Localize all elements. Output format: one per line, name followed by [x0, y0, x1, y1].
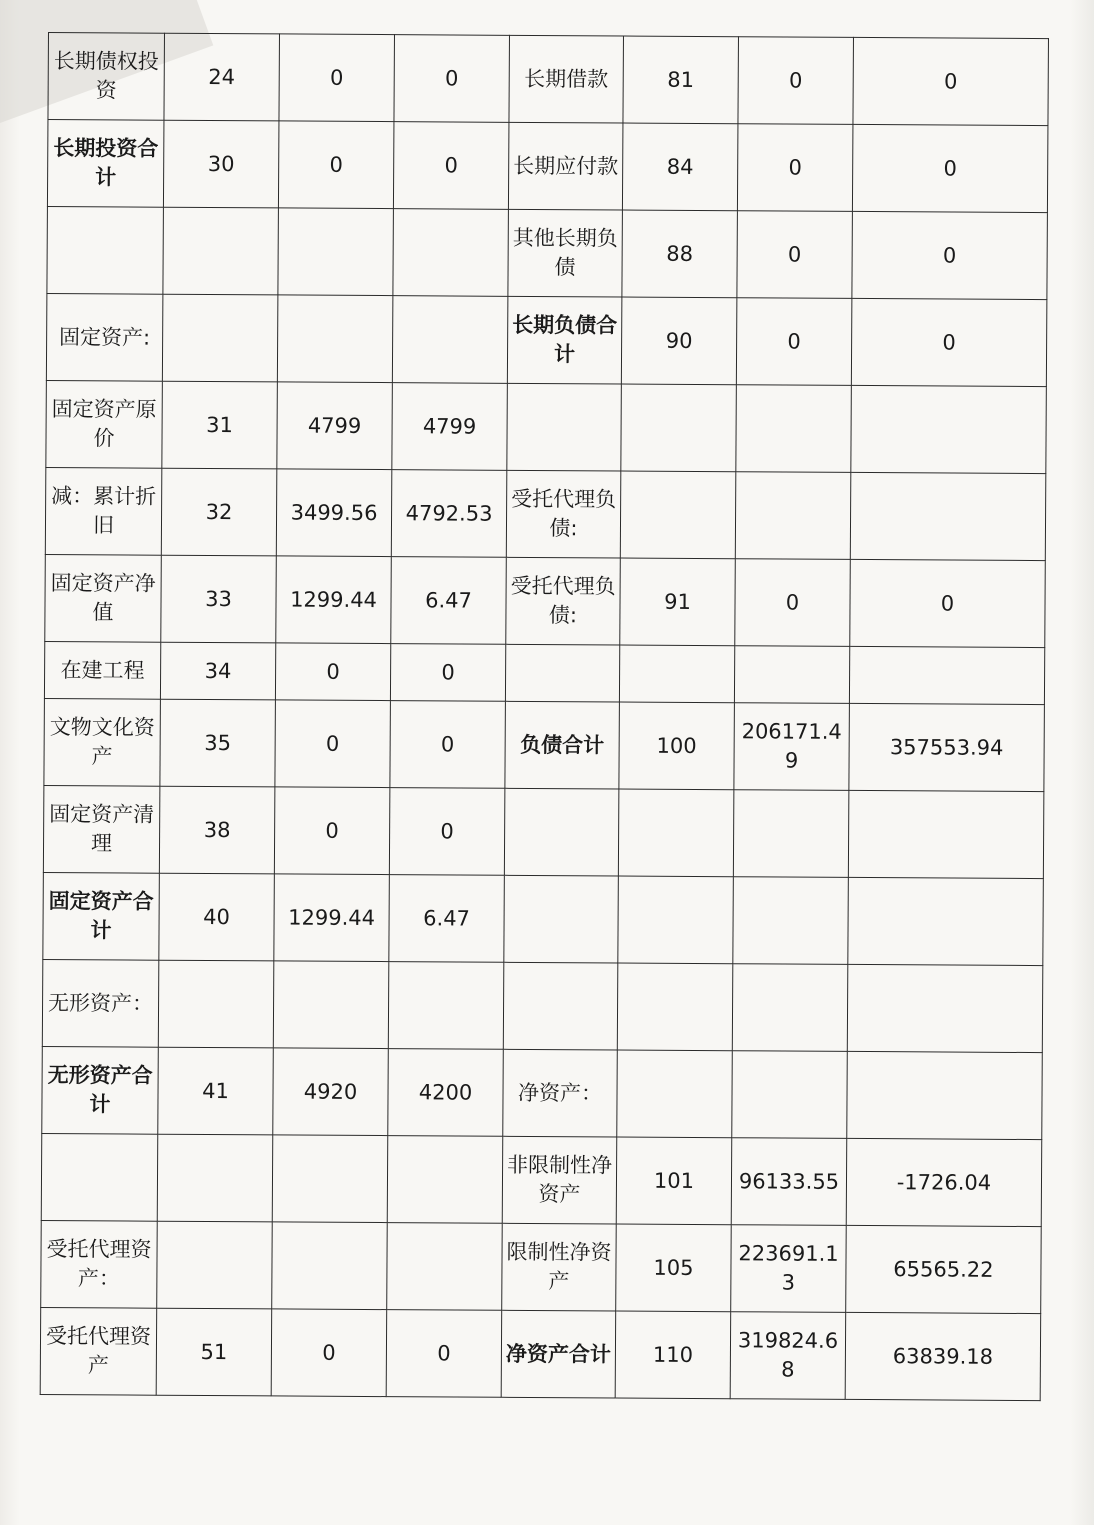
table-row [47, 206, 1048, 299]
asset-opening-balance: 0 [271, 1309, 387, 1397]
asset-item-label [47, 206, 164, 294]
liability-opening-balance [735, 472, 851, 560]
asset-closing-balance: 0 [390, 701, 506, 789]
asset-line-number: 31 [162, 381, 278, 469]
liability-opening-balance: 0 [735, 559, 851, 647]
table-row [45, 467, 1046, 560]
liability-closing-balance [848, 877, 1044, 965]
liability-closing-balance [851, 385, 1047, 473]
asset-closing-balance [387, 1136, 503, 1224]
liability-closing-balance: 0 [853, 37, 1049, 125]
asset-line-number [163, 207, 279, 295]
asset-closing-balance [387, 1223, 503, 1311]
table-row [43, 785, 1044, 878]
asset-line-number: 30 [163, 120, 279, 208]
liability-closing-balance: 0 [851, 298, 1047, 386]
liability-opening-balance: 96133.55 [731, 1138, 847, 1226]
asset-closing-balance: 0 [390, 644, 505, 702]
table-row [42, 1046, 1043, 1139]
liability-opening-balance: 206171.49 [734, 703, 850, 791]
asset-line-number: 40 [159, 873, 275, 961]
asset-closing-balance [392, 296, 508, 384]
asset-item-label: 固定资产原价 [46, 380, 163, 468]
asset-closing-balance: 4792.53 [391, 470, 507, 558]
asset-item-label: 固定资产合计 [43, 872, 160, 960]
liability-item-label: 非限制性净资产 [502, 1136, 617, 1224]
liability-closing-balance [850, 472, 1046, 560]
asset-opening-balance: 0 [274, 787, 390, 875]
asset-item-label: 受托代理资产： [41, 1220, 158, 1308]
liability-closing-balance: 357553.94 [849, 703, 1045, 791]
asset-item-label: 长期债权投资 [48, 33, 165, 121]
asset-item-label: 文物文化资产 [44, 698, 161, 786]
liability-opening-balance: 0 [738, 37, 854, 125]
liability-closing-balance: 0 [852, 124, 1048, 212]
liability-opening-balance [734, 646, 849, 704]
asset-closing-balance: 4799 [392, 383, 508, 471]
table-row [42, 959, 1043, 1052]
asset-line-number [162, 294, 278, 382]
liability-opening-balance: 223691.13 [731, 1225, 847, 1313]
liability-line-number: 110 [615, 1311, 731, 1399]
table-row [47, 120, 1048, 213]
liability-closing-balance: 65565.22 [846, 1225, 1042, 1313]
liability-line-number: 101 [616, 1137, 732, 1225]
asset-closing-balance: 0 [394, 35, 510, 123]
liability-line-number: 81 [623, 36, 739, 124]
liability-item-label: 受托代理负债: [506, 470, 621, 558]
asset-opening-balance: 1299.44 [276, 556, 392, 644]
asset-item-label: 固定资产净值 [45, 554, 162, 642]
balance-sheet-table [40, 32, 1049, 1401]
liability-closing-balance: 0 [850, 559, 1046, 647]
asset-opening-balance [272, 1135, 388, 1223]
asset-item-label: 受托代理资产 [40, 1307, 157, 1395]
liability-item-label: 净资产： [503, 1049, 618, 1137]
liability-line-number: 88 [622, 210, 738, 298]
liability-item-label: 其他长期负债 [508, 209, 623, 297]
table-row [44, 641, 1044, 704]
liability-item-label: 负债合计 [505, 701, 620, 789]
liability-line-number: 84 [622, 123, 738, 211]
liability-line-number: 105 [616, 1224, 732, 1312]
liability-closing-balance [847, 1051, 1043, 1139]
table-row [48, 33, 1049, 126]
asset-opening-balance [272, 1222, 388, 1310]
asset-opening-balance: 0 [275, 643, 390, 701]
asset-line-number: 51 [156, 1308, 272, 1396]
liability-closing-balance [848, 790, 1044, 878]
asset-line-number [158, 960, 274, 1048]
balance-sheet-body [40, 33, 1048, 1401]
asset-opening-balance: 4799 [277, 382, 393, 470]
asset-item-label: 无形资产合计 [42, 1046, 159, 1134]
asset-item-label: 长期投资合计 [47, 120, 164, 208]
liability-closing-balance: 63839.18 [845, 1312, 1041, 1400]
liability-item-label [504, 788, 619, 876]
asset-line-number: 34 [160, 642, 275, 700]
liability-line-number [621, 384, 737, 472]
liability-line-number [618, 876, 734, 964]
asset-item-label [41, 1133, 158, 1221]
table-row [43, 872, 1044, 965]
liability-item-label: 净资产合计 [501, 1310, 616, 1398]
table-row [40, 1307, 1041, 1400]
liability-item-label [504, 875, 619, 963]
liability-opening-balance [736, 385, 852, 473]
table-row [44, 698, 1045, 791]
liability-line-number [618, 789, 734, 877]
liability-line-number [619, 645, 734, 703]
asset-opening-balance: 0 [275, 700, 391, 788]
asset-opening-balance: 0 [278, 121, 394, 209]
asset-closing-balance [393, 209, 509, 297]
liability-item-label: 长期借款 [509, 35, 624, 123]
asset-line-number [157, 1221, 273, 1309]
liability-item-label: 受托代理负债: [506, 557, 621, 645]
liability-item-label [505, 644, 619, 702]
asset-line-number [157, 1134, 273, 1222]
asset-line-number: 35 [160, 699, 276, 787]
asset-item-label: 减：累计折旧 [45, 467, 162, 555]
liability-opening-balance: 0 [737, 124, 853, 212]
liability-item-label [503, 962, 618, 1050]
table-row [45, 554, 1046, 647]
asset-closing-balance [388, 962, 504, 1050]
liability-opening-balance: 0 [736, 298, 852, 386]
asset-closing-balance: 6.47 [389, 875, 505, 963]
asset-closing-balance: 4200 [388, 1049, 504, 1137]
liability-closing-balance: -1726.04 [846, 1138, 1042, 1226]
liability-item-label [507, 383, 622, 471]
asset-item-label: 固定资产: [46, 293, 163, 381]
asset-closing-balance: 0 [393, 122, 509, 210]
asset-closing-balance: 0 [386, 1310, 502, 1398]
liability-closing-balance: 0 [852, 211, 1048, 299]
asset-item-label: 无形资产： [42, 959, 159, 1047]
liability-closing-balance [847, 964, 1043, 1052]
asset-opening-balance: 0 [279, 34, 395, 122]
liability-opening-balance [732, 964, 848, 1052]
asset-opening-balance: 4920 [273, 1048, 389, 1136]
asset-item-label: 在建工程 [44, 641, 160, 699]
liability-item-label: 长期应付款 [508, 122, 623, 210]
liability-line-number [617, 963, 733, 1051]
table-row [46, 293, 1047, 386]
asset-line-number: 38 [159, 786, 275, 874]
table-row [41, 1133, 1042, 1226]
liability-opening-balance [733, 877, 849, 965]
liability-opening-balance: 319824.68 [730, 1312, 846, 1400]
liability-opening-balance [733, 790, 849, 878]
liability-closing-balance [849, 646, 1044, 704]
asset-line-number: 33 [161, 555, 277, 643]
asset-opening-balance [277, 295, 393, 383]
asset-opening-balance: 1299.44 [274, 874, 390, 962]
asset-closing-balance: 0 [389, 788, 505, 876]
liability-line-number [620, 471, 736, 559]
asset-opening-balance: 3499.56 [276, 469, 392, 557]
asset-closing-balance: 6.47 [391, 557, 507, 645]
liability-line-number: 91 [620, 558, 736, 646]
liability-line-number: 90 [621, 297, 737, 385]
liability-opening-balance [732, 1051, 848, 1139]
asset-opening-balance [273, 961, 389, 1049]
liability-opening-balance: 0 [737, 211, 853, 299]
liability-item-label: 限制性净资产 [502, 1223, 617, 1311]
table-row [41, 1220, 1042, 1313]
asset-item-label: 固定资产清理 [43, 785, 160, 873]
asset-line-number: 24 [164, 33, 280, 121]
liability-line-number [617, 1050, 733, 1138]
asset-line-number: 41 [158, 1047, 274, 1135]
table-row [46, 380, 1047, 473]
asset-line-number: 32 [161, 468, 277, 556]
liability-line-number: 100 [619, 702, 735, 790]
liability-item-label: 长期负债合计 [507, 296, 622, 384]
asset-opening-balance [278, 208, 394, 296]
